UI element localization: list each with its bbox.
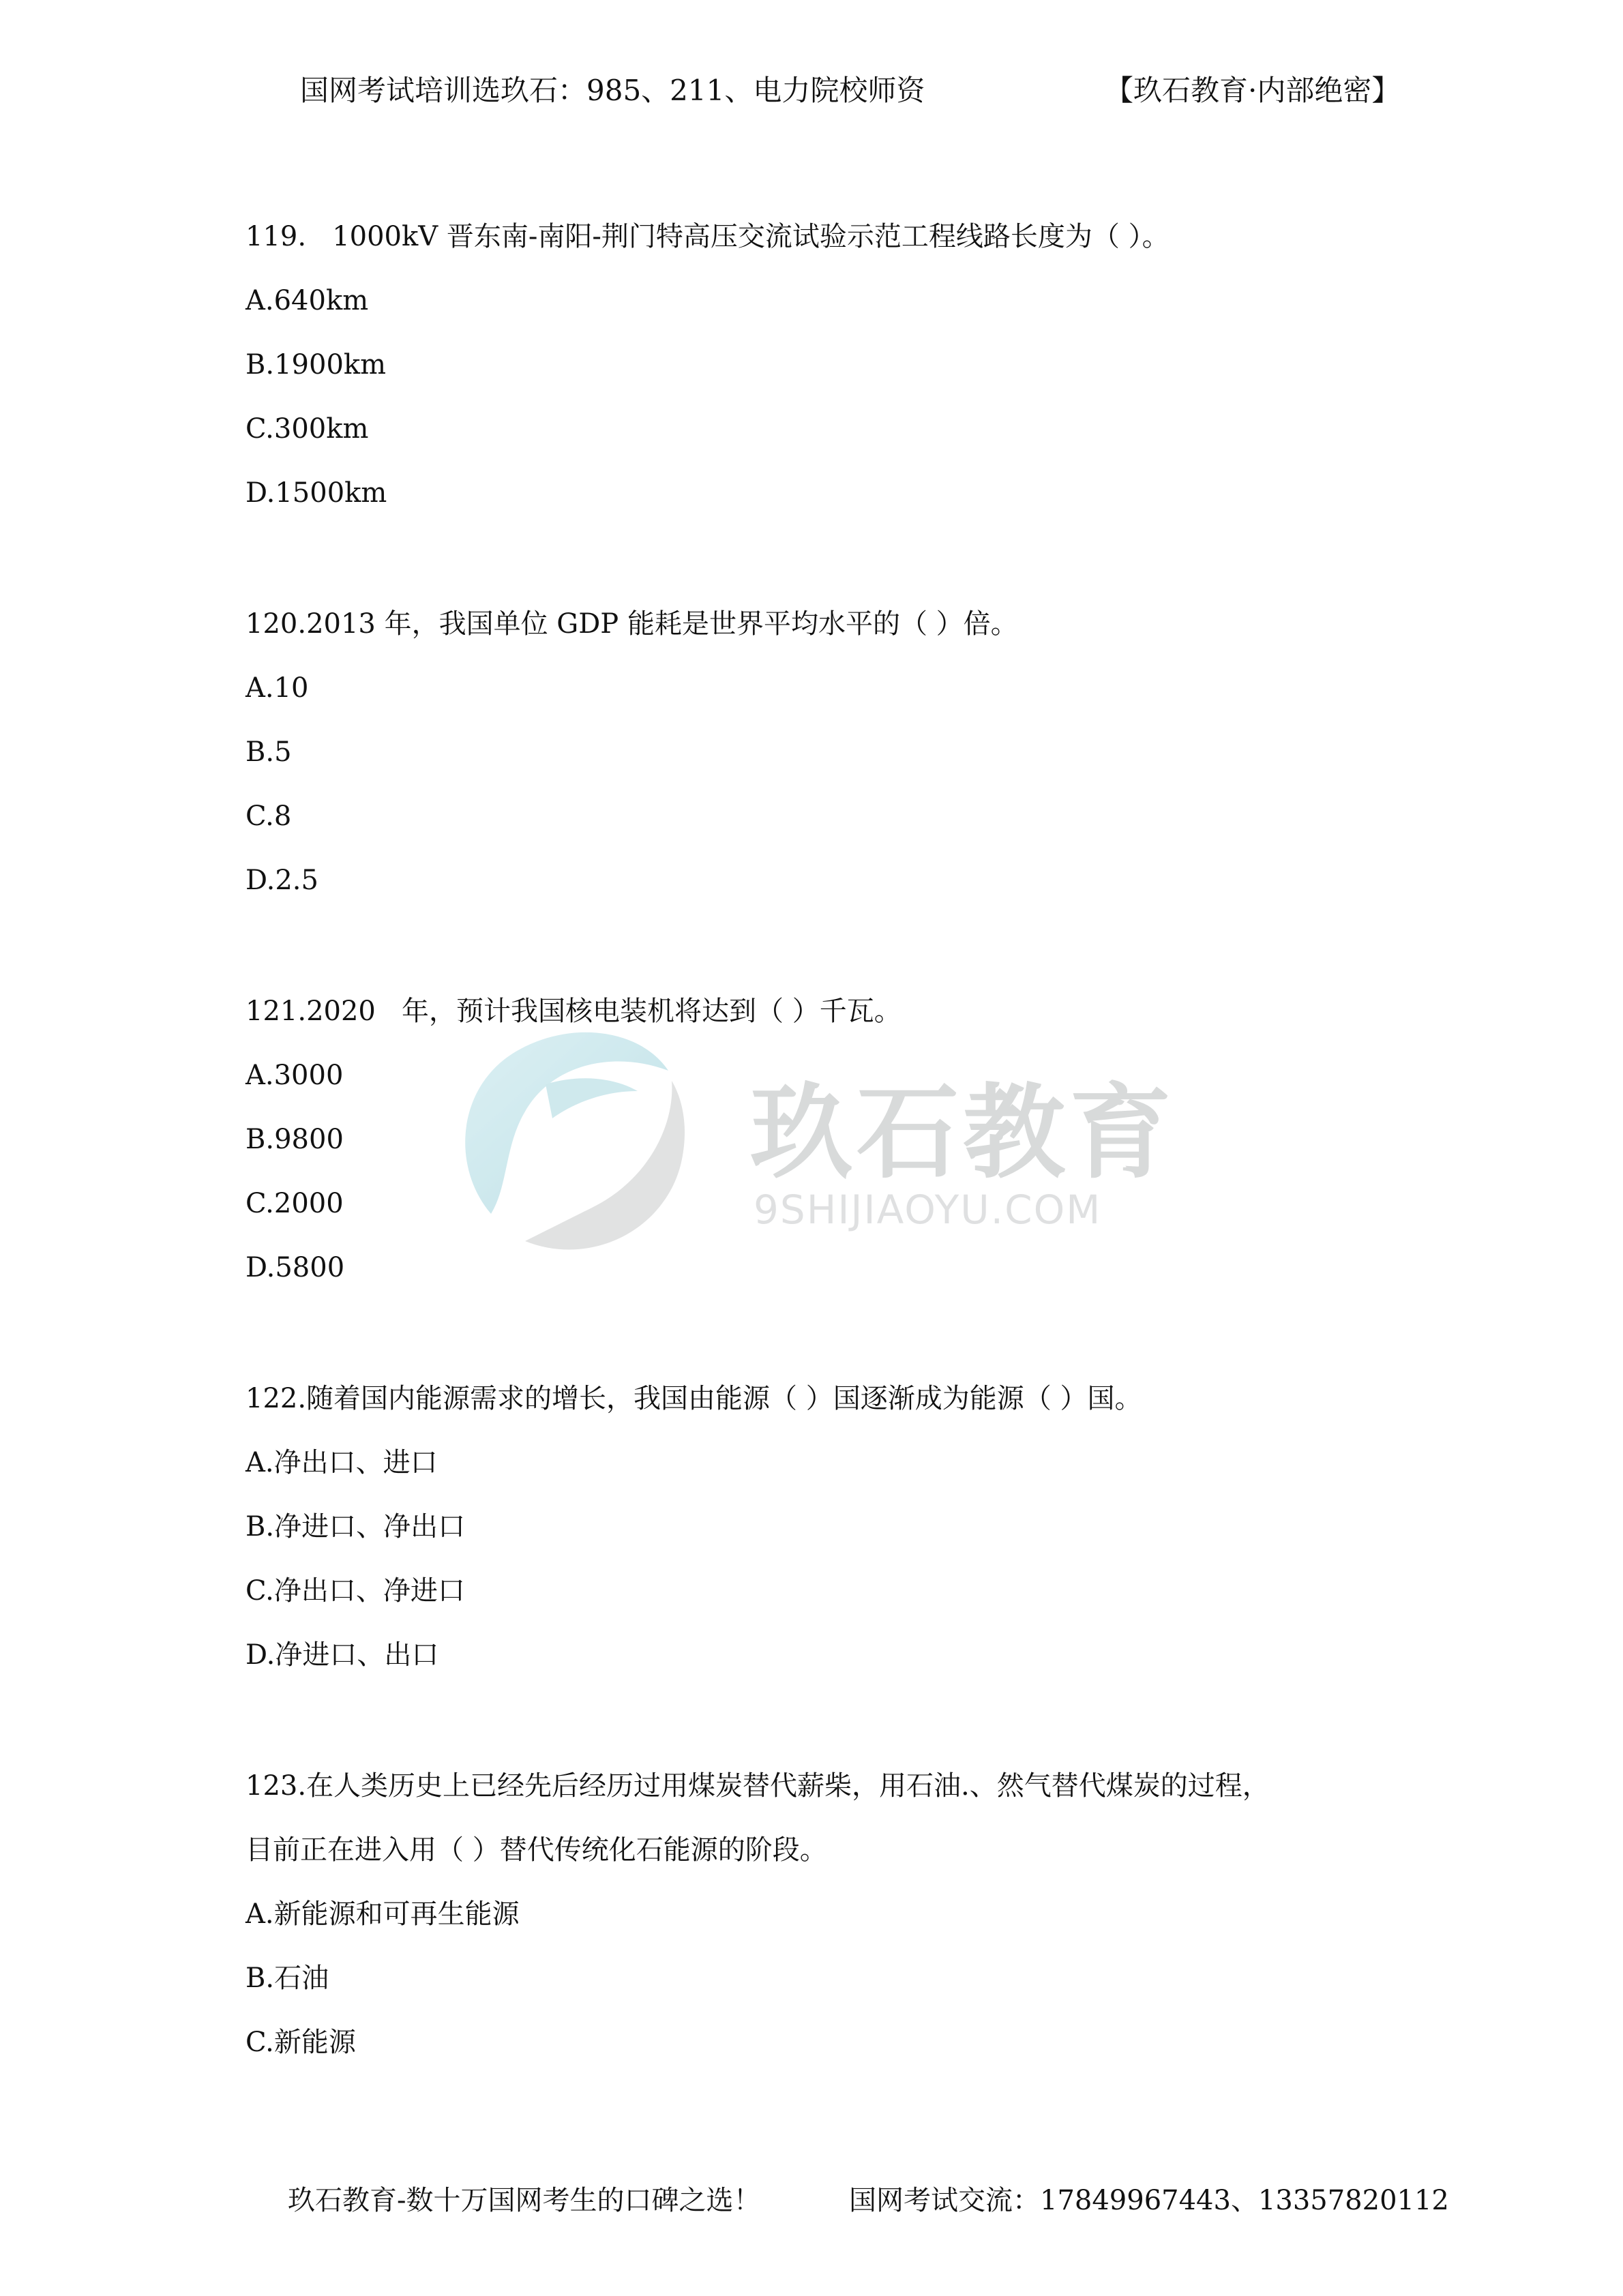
option-b: B.9800 xyxy=(245,1124,344,1155)
question-122 xyxy=(245,1367,1405,1687)
header-left-text: 国网考试培训选玖石：985、211、电力院校师资 xyxy=(300,74,925,107)
question-text: 119. 1000kV 晋东南-南阳-荆门特高压交流试验示范工程线路长度为（ ）。 xyxy=(245,221,1170,252)
option-c: C.净出口、净进口 xyxy=(245,1575,465,1607)
option-b: B.净进口、净出口 xyxy=(245,1511,466,1542)
option-d: D.1500km xyxy=(245,477,387,509)
option-a: A.640km xyxy=(245,285,369,316)
option-a: A.新能源和可再生能源 xyxy=(245,1898,520,1930)
question-119 xyxy=(245,205,1405,525)
option-d: D.2.5 xyxy=(245,865,318,896)
option-a: A.3000 xyxy=(245,1060,344,1091)
option-d: D.净进口、出口 xyxy=(245,1639,439,1671)
page-header xyxy=(0,63,1623,117)
question-text: 120.2013 年，我国单位 GDP 能耗是世界平均水平的（ ）倍。 xyxy=(245,608,1018,640)
question-121 xyxy=(245,979,1405,1300)
option-b: B.5 xyxy=(245,736,292,768)
question-123 xyxy=(245,1754,1405,2074)
option-c: C.2000 xyxy=(245,1188,344,1219)
watermark-subtitle: 9SHIJIAOYU.COM xyxy=(754,1187,1102,1233)
question-text: 122.随着国内能源需求的增长，我国由能源（ ）国逐渐成为能源（ ）国。 xyxy=(245,1383,1142,1414)
question-text: 121.2020 年，预计我国核电装机将达到（ ）千瓦。 xyxy=(245,996,902,1027)
footer-right-text: 国网考试交流：17849967443、13357820112 xyxy=(849,2185,1449,2216)
option-a: A.10 xyxy=(245,672,309,704)
question-list xyxy=(245,205,1405,2141)
option-c: C.8 xyxy=(245,801,292,832)
option-c: C.新能源 xyxy=(245,2027,356,2058)
question-text-line-1: 123.在人类历史上已经先后经历过用煤炭替代薪柴，用石油.、然气替代煤炭的过程， xyxy=(245,1770,1270,1802)
watermark-title: 玖石教育 xyxy=(750,1074,1176,1193)
question-text-line-2: 目前正在进入用（ ）替代传统化石能源的阶段。 xyxy=(245,1834,827,1866)
question-120 xyxy=(245,592,1405,912)
option-b: B.1900km xyxy=(245,349,387,381)
footer-left-text: 玖石教育-数十万国网考生的口碑之选！ xyxy=(288,2185,761,2216)
header-right-text: 【玖石教育·内部绝密】 xyxy=(1105,74,1401,107)
option-a: A.净出口、进口 xyxy=(245,1447,438,1478)
option-b: B.石油 xyxy=(245,1963,329,1994)
option-c: C.300km xyxy=(245,413,369,445)
option-d: D.5800 xyxy=(245,1252,345,1283)
